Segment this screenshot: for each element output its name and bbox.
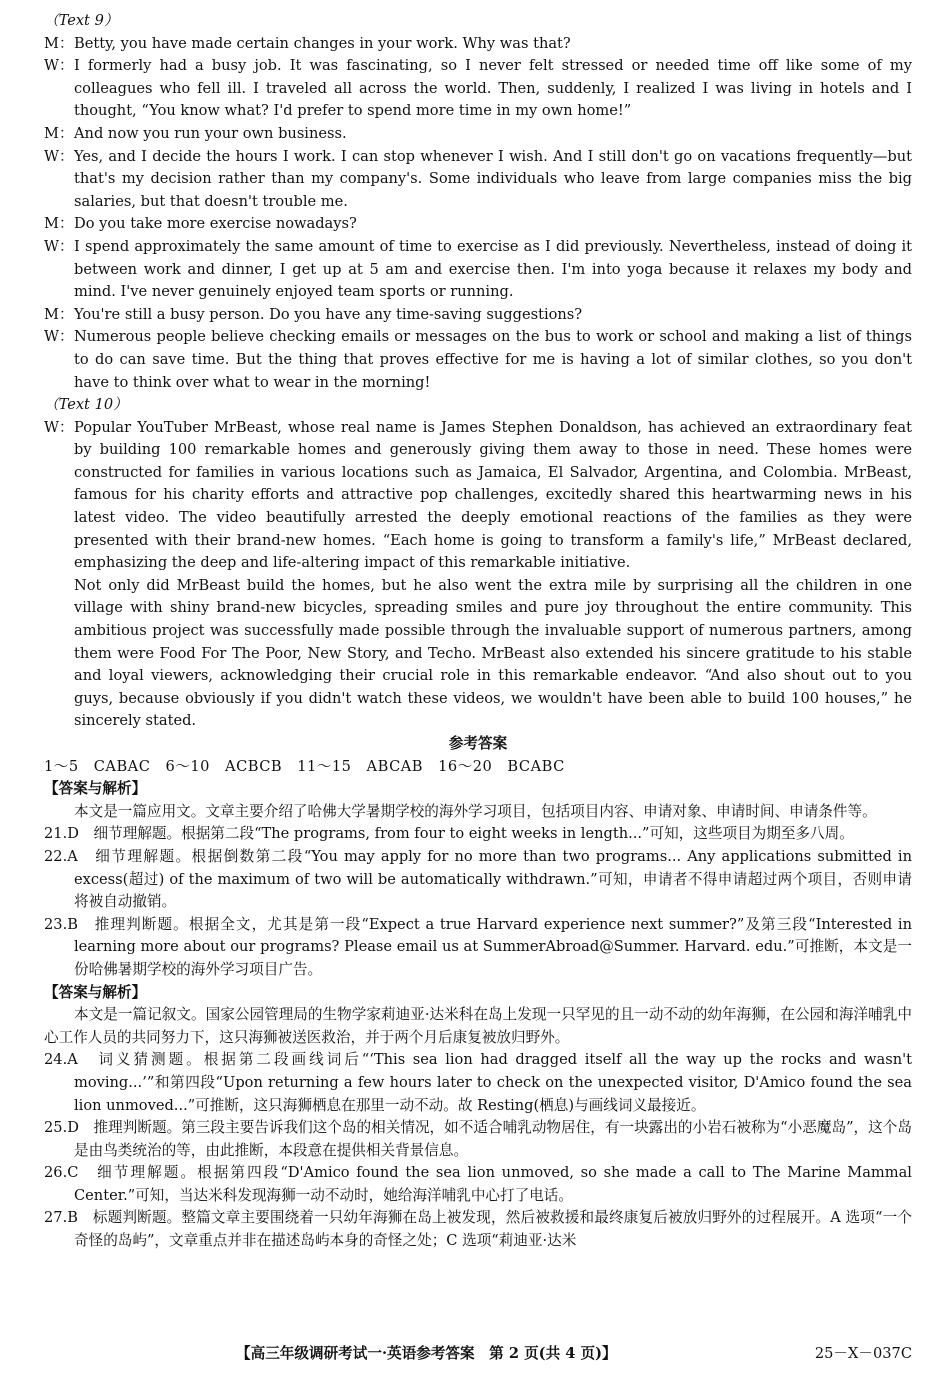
dialogue-text: I formerly had a busy job. It was fascinating, so I never felt stressed or needed time off like some of my colleagues who fell ill. I traveled all across the world. Then, suddenly, I realized I was living in hotels and I thought, “You know what? I'd prefer to spend more time in my own home!” [74, 57, 912, 120]
dialogue-text: Numerous people believe checking emails or messages on the bus to work or school and making a list of things to do can save time. But the thing that proves effective for me is having a lot of similar clothes, so you don't have to think over what to wear in the morning! [74, 328, 912, 391]
answer-document [44, 10, 912, 1253]
answer-item [44, 914, 912, 982]
dialogue-text: You're still a busy person. Do you have any time-saving suggestions? [74, 305, 583, 323]
item-text: 细节理解题。根据第二段“The programs, from four to eight weeks in length...”可知，这些项目为期至多八周。 [93, 825, 854, 843]
item-answer: C [67, 1164, 79, 1182]
dialogue-line [44, 55, 912, 123]
speaker: W： [44, 328, 74, 346]
text10-paragraph-2: Not only did MrBeast build the homes, but he also went the extra mile by surprising all the children in one village with shiny brand-new bicycles, spreading smiles and pure joy throughout the entire community. This ambitious project was successfully made possible through the invaluable support of numerous partners, among them were Food For The Poor, New Story, and Techo. MrBeast also extended his sincere gratitude to his stable and loyal viewers, acknowledging their crucial role in this remarkable endeavor. “And also shout out to you guys, because obviously if you didn't watch these videos, we wouldn't have been able to build 100 houses,” he sincerely stated. [74, 576, 912, 730]
speaker: M： [44, 34, 74, 52]
speaker: M： [44, 305, 74, 323]
analysis-heading: 【答案与解析】 [44, 983, 147, 1001]
item-number: 21. [44, 825, 68, 843]
dialogue-text: Do you take more exercise nowadays? [74, 215, 357, 233]
dialogue-text: Yes, and I decide the hours I work. I can stop whenever I wish. And I still don't go on vacations frequently—but that's my decision rather than my company's. Some individuals who leave from large companies miss the big salaries, but that doesn't trouble me. [74, 147, 912, 210]
paragraph-text: Popular YouTuber MrBeast, whose real name is James Stephen Donaldson, has achieved an extraordinary feat by building 100 remarkable homes and generously giving them away to those in need. These homes were constructed for families in various locations such as Jamaica, El Salvador, Argentina, and Colombia. MrBeast, famous for his charity efforts and attractive pop challenges, excitedly shared this heartwarming news in his latest video. The video beautifully arrested the deeply emotional reactions of the families as they were presented with their brand-new homes. “Each home is going to transform a family's life,” MrBeast declared, emphasizing the deep and life-altering impact of this remarkable initiative. [74, 418, 912, 572]
answer-item [44, 1049, 912, 1117]
item-text: 词义猜测题。根据第二段画线词后“‘This sea lion had dragged itself all the way up the rocks and wasn't moving...’”和第四段“Upon returning a few hours later to check on the unexpected visitor, D'Amico found the sea lion unmoved...”可推断，这只海狮栖息在那里一动不动。故 Resting(栖息)与画线词义最接近。 [74, 1051, 912, 1114]
dialogue-line [44, 304, 912, 327]
answer-key-title: 参考答案 [448, 735, 508, 752]
answer-item [44, 1207, 912, 1252]
speaker: W： [44, 237, 74, 255]
answer-item [44, 1117, 912, 1162]
text10-paragraph-1 [44, 417, 912, 575]
analysis-heading: 【答案与解析】 [44, 780, 147, 798]
answer-item [44, 846, 912, 914]
item-number: 26. [44, 1164, 68, 1182]
answer-item [44, 1162, 912, 1207]
dialogue-line [44, 236, 912, 304]
item-text: 标题判断题。整篇文章主要围绕着一只幼年海狮在岛上被发现，然后被救援和最终康复后被放归野外的过程展开。A 选项“一个奇怪的岛屿”，文章重点并非在描述岛屿本身的奇怪之处；C 选项“莉迪亚·达米 [74, 1209, 912, 1250]
item-number: 25. [44, 1119, 68, 1137]
footer-title: 【高三年级调研考试一·英语参考答案 第 2 页(共 4 页)】 [236, 1345, 617, 1362]
item-number: 27. [44, 1209, 68, 1227]
analysis-summary: 本文是一篇记叙文。国家公园管理局的生物学家莉迪亚·达米科在岛上发现一只罕见的且一动不动的幼年海狮，在公园和海洋哺乳中心工作人员的共同努力下，这只海狮被送医救治，并于两个月后康复被放归野外。 [44, 1006, 912, 1046]
dialogue-line [44, 326, 912, 394]
dialogue-text: I spend approximately the same amount of time to exercise as I did previously. Nevertheless, instead of doing it between work and dinner, I get up at 5 am and exercise then. I'm into yoga because it relaxes my body and mind. I've never genuinely enjoyed team sports or running. [74, 237, 912, 301]
item-number: 22. [44, 847, 68, 865]
item-text: 细节理解题。根据倒数第二段“You may apply for no more than two programs... Any applications submitted in excess(超过) of the maximum of two will be automatically withdrawn.”可知，申请者不得申请超过两个项目，否则申请将被自动撤销。 [74, 847, 912, 911]
item-answer: A [67, 1051, 78, 1069]
item-answer: B [67, 1209, 78, 1227]
dialogue-text: Betty, you have made certain changes in your work. Why was that? [74, 34, 571, 52]
analysis-summary: 本文是一篇应用文。文章主要介绍了哈佛大学暑期学校的海外学习项目，包括项目内容、申请对象、申请时间、申请条件等。 [74, 802, 877, 820]
item-answer: A [67, 847, 78, 865]
item-number: 23. [44, 915, 68, 933]
item-text: 推理判断题。第三段主要告诉我们这个岛的相关情况，如不适合哺乳动物居住，有一块露出的小岩石被称为“小恶魔岛”，这个岛是由鸟类统治的等，由此推断，本段意在提供相关背景信息。 [74, 1119, 912, 1159]
text9-dialogue [44, 33, 912, 395]
dialogue-line [44, 213, 912, 236]
speaker: W： [44, 418, 74, 436]
speaker: W： [44, 147, 74, 165]
speaker: M： [44, 124, 74, 142]
speaker: W： [44, 57, 74, 75]
answer-item [44, 823, 912, 846]
item-answer: B [67, 915, 78, 933]
item-text: 推理判断题。根据全文，尤其是第一段“Expect a true Harvard experience next summer?”及第三段“Interested in learning more about our programs? Please email us at SummerAbroad@Summer. Harvard. edu.”可推断，本文是一份哈佛暑期学校的海外学习项目广告。 [74, 915, 912, 978]
text10-label: （Text 10） [44, 396, 128, 414]
dialogue-line [44, 33, 912, 56]
text9-label: （Text 9） [44, 12, 119, 29]
item-number: 24. [44, 1051, 68, 1069]
item-answer: D [67, 1119, 79, 1137]
item-text: 细节理解题。根据第四段“D'Amico found the sea lion unmoved, so she made a call to The Marine Mammal Center.”可知，当达米科发现海狮一动不动时，她给海洋哺乳中心打了电话。 [74, 1164, 912, 1204]
dialogue-line [44, 123, 912, 146]
answer-key-line: 1～5 CABAC 6～10 ACBCB 11～15 ABCAB 16～20 BCABC [44, 757, 565, 775]
dialogue-line [44, 146, 912, 214]
item-answer: D [67, 825, 79, 843]
footer-code: 25－X－037C [814, 1345, 912, 1362]
speaker: M： [44, 215, 74, 233]
dialogue-text: And now you run your own business. [74, 124, 347, 142]
